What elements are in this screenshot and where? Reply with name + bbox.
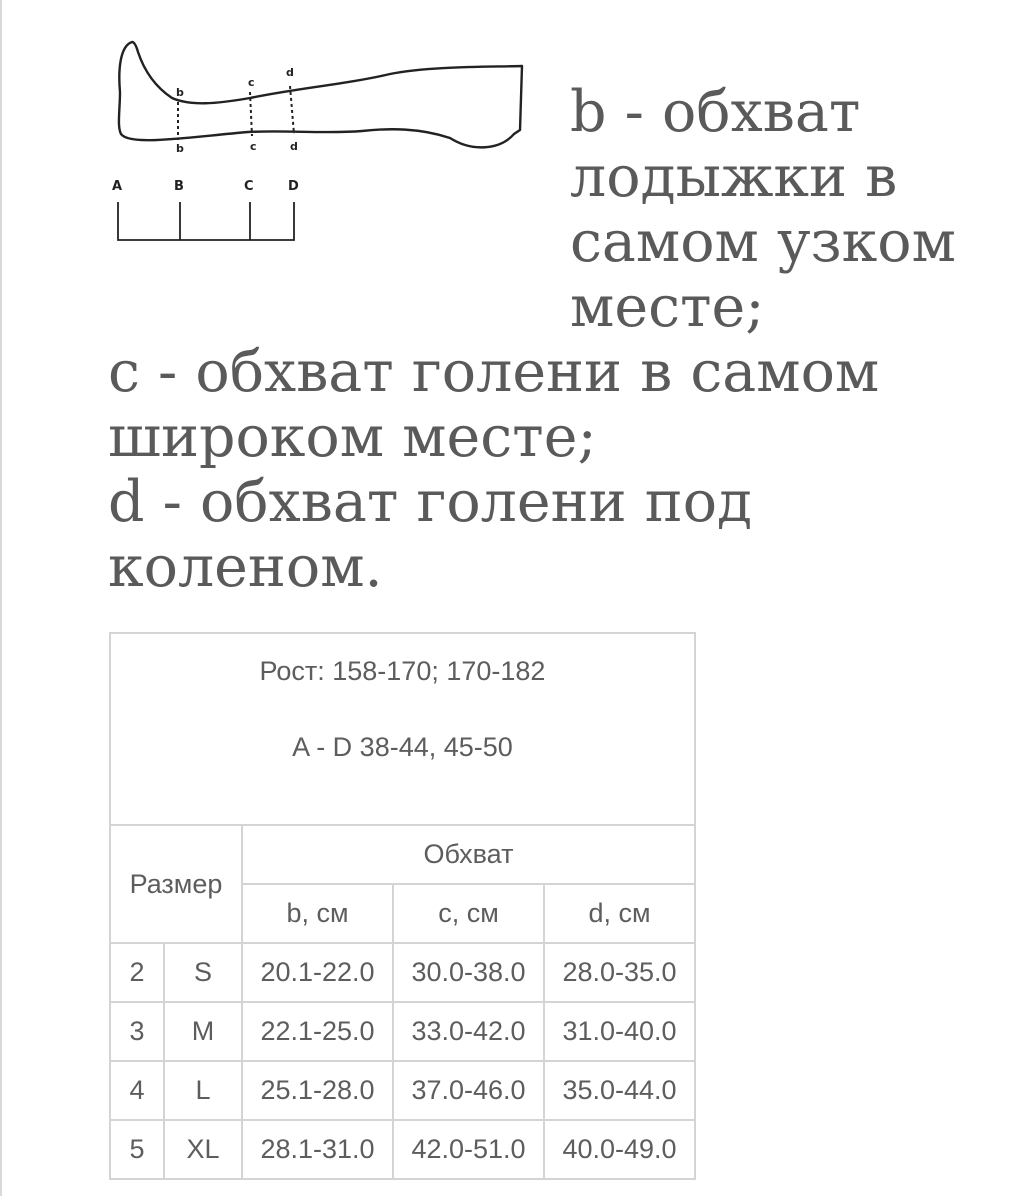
axis-label-c: C <box>244 179 254 194</box>
value-b: 22.1-25.0 <box>242 1002 393 1061</box>
description-line: коленом. <box>108 534 383 600</box>
size-letter: XL <box>164 1120 242 1179</box>
measure-line-d <box>290 86 294 134</box>
description-line: самом узком <box>570 209 956 275</box>
label-d-top: d <box>286 66 294 79</box>
value-c: 42.0-51.0 <box>393 1120 544 1179</box>
value-d: 40.0-49.0 <box>544 1120 695 1179</box>
label-c-bottom: c <box>250 140 257 153</box>
description-line: широком месте; <box>108 404 597 470</box>
label-b-top: b <box>176 86 184 99</box>
description-b <box>570 80 1020 340</box>
size-number: 5 <box>110 1120 164 1179</box>
table-row <box>110 1120 695 1179</box>
size-header: Размер <box>110 825 242 943</box>
axis-label-d: D <box>288 179 299 194</box>
column-header-b: b, см <box>242 884 393 943</box>
value-c: 33.0-42.0 <box>393 1002 544 1061</box>
label-d-bottom: d <box>290 140 298 153</box>
value-c: 37.0-46.0 <box>393 1061 544 1120</box>
description-c-d <box>108 340 1008 600</box>
leg-diagram <box>100 30 540 250</box>
table-row <box>110 1061 695 1120</box>
axis-label-b: B <box>174 179 184 194</box>
column-header-d: d, см <box>544 884 695 943</box>
column-header-c: с, см <box>393 884 544 943</box>
girth-header: Обхват <box>242 825 695 884</box>
value-d: 28.0-35.0 <box>544 943 695 1002</box>
label-b-bottom: b <box>176 142 184 155</box>
value-d: 35.0-44.0 <box>544 1061 695 1120</box>
leg-diagram-svg <box>100 30 540 250</box>
description-line: b - обхват <box>570 79 861 145</box>
description-line: лодыжки в <box>570 144 898 210</box>
value-b: 25.1-28.0 <box>242 1061 393 1120</box>
table-row <box>110 1002 695 1061</box>
scale-bracket <box>118 202 294 240</box>
size-letter: S <box>164 943 242 1002</box>
size-table <box>109 632 696 1180</box>
value-b: 20.1-22.0 <box>242 943 393 1002</box>
size-letter: L <box>164 1061 242 1120</box>
table-header-info <box>110 633 695 825</box>
value-b: 28.1-31.0 <box>242 1120 393 1179</box>
size-number: 3 <box>110 1002 164 1061</box>
description-line: месте; <box>570 274 765 340</box>
table-row <box>110 943 695 1002</box>
description-line: d - обхват голени под <box>108 469 753 535</box>
label-c-top: c <box>248 76 255 89</box>
axis-label-a: A <box>112 179 123 194</box>
height-range-text: Рост: 158-170; 170-182 <box>259 656 546 686</box>
description-line: с - обхват голени в самом <box>108 339 880 405</box>
value-c: 30.0-38.0 <box>393 943 544 1002</box>
size-letter: M <box>164 1002 242 1061</box>
size-number: 4 <box>110 1061 164 1120</box>
length-range-text: A - D 38-44, 45-50 <box>292 732 513 762</box>
value-d: 31.0-40.0 <box>544 1002 695 1061</box>
page-left-border <box>0 0 2 1196</box>
size-number: 2 <box>110 943 164 1002</box>
